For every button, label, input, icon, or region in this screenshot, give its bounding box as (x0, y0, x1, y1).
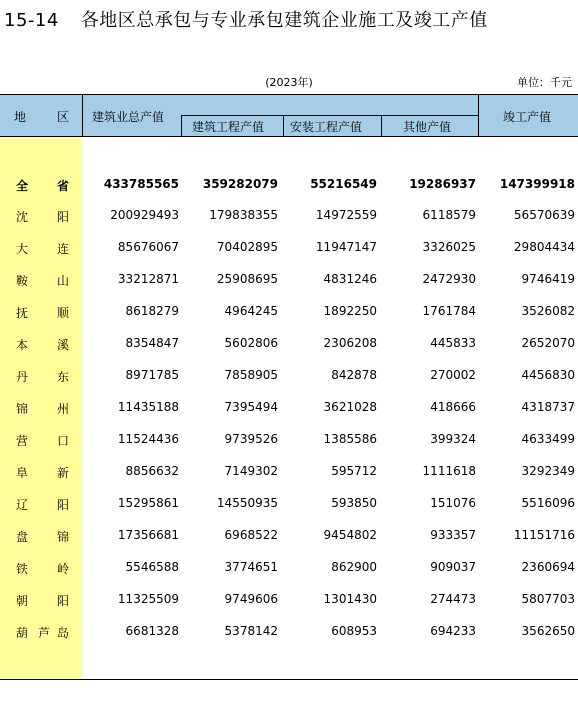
table-row (0, 304, 578, 324)
table-row (0, 208, 578, 228)
table-row (0, 272, 578, 292)
region-name: 口 (57, 434, 70, 448)
region-name: 东 (57, 370, 70, 384)
region-name: 阳 (57, 498, 70, 512)
table-row (0, 368, 578, 388)
cell-completed: 29804434 (513, 240, 575, 254)
table-row (0, 400, 578, 420)
region-name: 鞍 (16, 274, 29, 288)
table-row (0, 336, 578, 356)
cell-other: 151076 (430, 496, 476, 510)
cell-other: 909037 (430, 560, 476, 574)
header-total: 建筑业总产值 (92, 110, 165, 124)
cell-completed: 4633499 (521, 432, 575, 446)
region-name: 大 (16, 242, 29, 256)
region-name: 铁 (16, 562, 29, 576)
cell-other: 1761784 (422, 304, 476, 318)
cell-installation: 1385586 (323, 432, 377, 446)
cell-other: 933357 (430, 528, 476, 542)
region-name: 溪 (57, 338, 70, 352)
cell-total: 433785565 (103, 177, 179, 191)
cell-installation: 593850 (331, 496, 377, 510)
cell-other: 2472930 (422, 272, 476, 286)
cell-other: 399324 (430, 432, 476, 446)
cell-total: 17356681 (117, 528, 179, 542)
cell-construction: 4964245 (224, 304, 278, 318)
table-row (0, 624, 578, 644)
cell-installation: 4831246 (323, 272, 377, 286)
cell-construction: 25908695 (216, 272, 278, 286)
region-name: 锦 (57, 530, 70, 544)
cell-completed: 2652070 (521, 336, 575, 350)
cell-completed: 3562650 (521, 624, 575, 638)
region-name: 阜 (16, 466, 29, 480)
region-name: 阳 (57, 594, 70, 608)
region-name: 岛 (57, 626, 70, 640)
cell-total: 8618279 (125, 304, 179, 318)
cell-construction: 9739526 (224, 432, 278, 446)
header-divider (478, 95, 479, 137)
cell-total: 5546588 (125, 560, 179, 574)
cell-construction: 7395494 (224, 400, 278, 414)
cell-installation: 11947147 (315, 240, 377, 254)
cell-completed: 5807703 (521, 592, 575, 606)
cell-total: 8971785 (125, 368, 179, 382)
header-other: 其他产值 (403, 120, 452, 134)
cell-construction: 70402895 (216, 240, 278, 254)
region-name: 岭 (57, 562, 70, 576)
table-row (0, 432, 578, 452)
region-name: 抚 (16, 306, 29, 320)
cell-construction: 3774651 (224, 560, 278, 574)
cell-other: 3326025 (422, 240, 476, 254)
cell-total: 15295861 (117, 496, 179, 510)
cell-other: 694233 (430, 624, 476, 638)
header-region-2: 区 (57, 110, 70, 124)
header-divider (82, 95, 83, 137)
cell-construction: 5378142 (224, 624, 278, 638)
table-row (0, 592, 578, 612)
cell-installation: 862900 (331, 560, 377, 574)
region-name: 州 (57, 402, 70, 416)
cell-other: 418666 (430, 400, 476, 414)
cell-total: 8856632 (125, 464, 179, 478)
unit-label: 单位：千元 (517, 76, 572, 89)
table-row (0, 528, 578, 548)
cell-installation: 595712 (331, 464, 377, 478)
region-name: 山 (57, 274, 70, 288)
header-completed: 竣工产值 (503, 110, 552, 124)
cell-construction: 9749606 (224, 592, 278, 606)
cell-construction: 6968522 (224, 528, 278, 542)
cell-installation: 9454802 (323, 528, 377, 542)
cell-construction: 14550935 (216, 496, 278, 510)
region-name: 阳 (57, 210, 70, 224)
cell-completed: 5516096 (521, 496, 575, 510)
region-name: 新 (57, 466, 70, 480)
region-name: 朝 (16, 594, 29, 608)
header-bottom-rule (0, 136, 578, 137)
cell-construction: 7858905 (224, 368, 278, 382)
region-name: 本 (16, 338, 29, 352)
cell-completed: 2360694 (521, 560, 575, 574)
cell-installation: 842878 (331, 368, 377, 382)
bottom-rule (0, 679, 578, 680)
cell-construction: 5602806 (224, 336, 278, 350)
header-construction: 建筑工程产值 (192, 120, 265, 134)
cell-construction: 359282079 (202, 177, 278, 191)
year-subtitle: (2023年) (265, 76, 313, 89)
table-title: 各地区总承包与专业承包建筑企业施工及竣工产值 (80, 10, 488, 31)
region-name: 辽 (16, 498, 29, 512)
cell-total: 6681328 (125, 624, 179, 638)
cell-completed: 4318737 (521, 400, 575, 414)
header-subrule (181, 115, 478, 116)
header-installation: 安装工程产值 (290, 120, 363, 134)
table-row (0, 496, 578, 516)
header-divider (381, 115, 382, 137)
table-row (0, 560, 578, 580)
cell-installation: 608953 (331, 624, 377, 638)
page-title (4, 6, 488, 32)
cell-other: 1111618 (422, 464, 476, 478)
cell-installation: 1892250 (323, 304, 377, 318)
cell-installation: 1301430 (323, 592, 377, 606)
cell-installation: 14972559 (315, 208, 377, 222)
cell-installation: 55216549 (310, 177, 377, 191)
cell-other: 6118579 (422, 208, 476, 222)
cell-construction: 7149302 (224, 464, 278, 478)
cell-completed: 3292349 (521, 464, 575, 478)
region-name: 锦 (16, 402, 29, 416)
cell-completed: 4456830 (521, 368, 575, 382)
region-name: 营 (16, 434, 29, 448)
cell-completed: 56570639 (513, 208, 575, 222)
region-name: 全 (16, 179, 29, 193)
region-name: 丹 (16, 370, 29, 384)
header-divider (181, 115, 182, 137)
cell-total: 33212871 (117, 272, 179, 286)
cell-total: 200929493 (110, 208, 179, 222)
header-divider (283, 115, 284, 137)
table-number: 15-14 (4, 10, 59, 31)
region-name: 芦 (38, 626, 51, 640)
region-name: 顺 (57, 306, 70, 320)
cell-other: 19286937 (409, 177, 476, 191)
cell-installation: 2306208 (323, 336, 377, 350)
cell-total: 11325509 (117, 592, 179, 606)
cell-completed: 3526082 (521, 304, 575, 318)
region-name: 省 (57, 179, 70, 193)
region-name: 葫 (16, 626, 29, 640)
cell-other: 445833 (430, 336, 476, 350)
cell-installation: 3621028 (323, 400, 377, 414)
table-row (0, 464, 578, 484)
region-name: 盘 (16, 530, 29, 544)
table-row (0, 240, 578, 260)
cell-completed: 9746419 (521, 272, 575, 286)
cell-total: 85676067 (117, 240, 179, 254)
cell-construction: 179838355 (209, 208, 278, 222)
table-header (0, 95, 578, 137)
total-row (0, 177, 578, 197)
cell-completed: 147399918 (499, 177, 575, 191)
cell-total: 11435188 (117, 400, 179, 414)
region-name: 连 (57, 242, 70, 256)
cell-total: 11524436 (117, 432, 179, 446)
cell-total: 8354847 (125, 336, 179, 350)
region-name: 沈 (16, 210, 29, 224)
header-region-1: 地 (14, 110, 27, 124)
cell-completed: 11151716 (513, 528, 575, 542)
cell-other: 274473 (430, 592, 476, 606)
cell-other: 270002 (430, 368, 476, 382)
